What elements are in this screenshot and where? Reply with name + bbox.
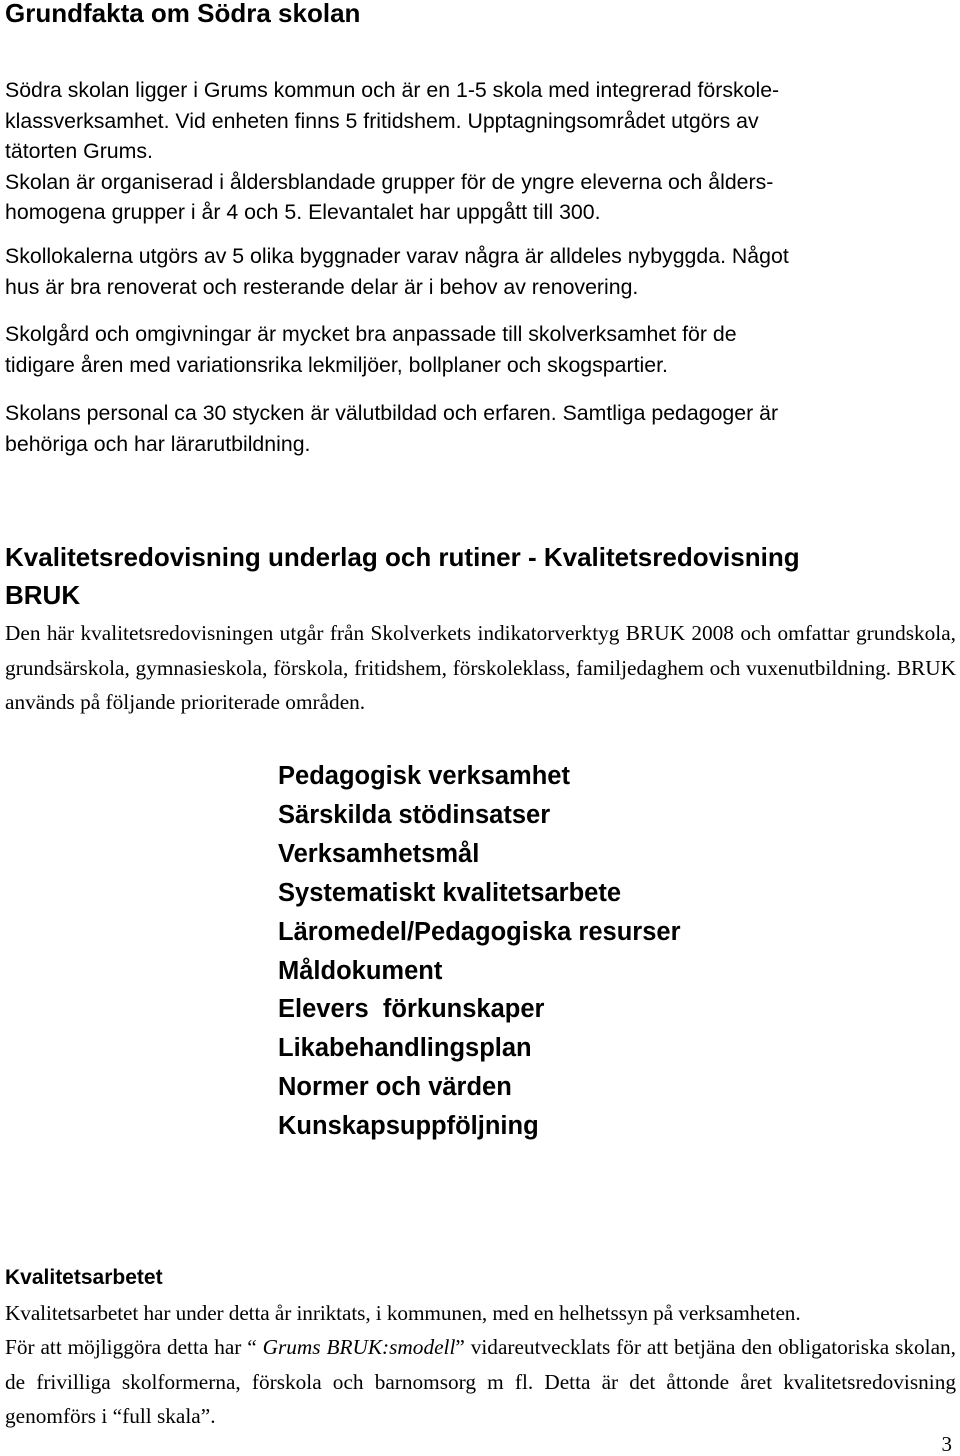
heading-line: BRUK — [5, 580, 81, 610]
heading-line: Kvalitetsredovisning underlag och rutiner - Kvalitetsredovisning — [5, 542, 800, 572]
priority-areas-list — [278, 757, 681, 1146]
list-item: Normer och värden — [278, 1073, 512, 1102]
paragraph-schoolyard — [5, 319, 737, 380]
list-item: Verksamhetsmål — [278, 839, 480, 868]
text-line: Skollokalerna utgörs av 5 olika byggnader varav några är alldeles nybyggda. Något — [5, 244, 789, 268]
paragraph-school-overview — [5, 75, 779, 228]
text-line: homogena grupper i år 4 och 5. Elevantalet har uppgått till 300. — [5, 200, 601, 224]
text-run: För att möjliggöra detta har “ — [5, 1335, 263, 1359]
text-line: Skolans personal ca 30 stycken är välutbildad och erfaren. Samtliga pedagoger är — [5, 401, 779, 425]
paragraph-bruk-intro: Den här kvalitetsredovisningen utgår från Skolverkets indikatorverktyg BRUK 2008 och omfattar grundskola, grundsärskola, gymnasieskola, förskola, fritidshem, förskoleklass, familjedaghem och vuxenutbildning. BRUK används på följande prioriterade områden. — [5, 621, 956, 714]
paragraph-quality-work-line: Kvalitetsarbetet har under detta år inriktats, i kommunen, med en helhetssyn på verksamheten. — [5, 1301, 801, 1325]
model-name: Grums BRUK:smodell — [262, 1335, 456, 1359]
list-item: Måldokument — [278, 956, 443, 985]
list-item: Läromedel/Pedagogiska resurser — [278, 917, 681, 946]
text-line: tidigare åren med variationsrika lekmiljöer, bollplaner och skogspartier. — [5, 352, 668, 377]
list-item: Kunskapsuppföljning — [278, 1112, 539, 1141]
text-line: Södra skolan ligger i Grums kommun och är en 1-5 skola med integrerad förskole- — [5, 78, 780, 102]
paragraph-bruk-model — [5, 1330, 956, 1434]
text-run: ” vidareutvecklats för att betjäna den obligatoriska skolan, de frivilliga skolformerna, förskola och barnomsorg m fl. Detta är det åttonde året kvalitetsredovisning genomförs i “full skala”. — [5, 1335, 956, 1428]
list-item: Särskilda stödinsatser — [278, 800, 551, 829]
section-heading-kvalitetsarbetet: Kvalitetsarbetet — [5, 1266, 163, 1289]
list-item: Elevers förkunskaper — [278, 995, 545, 1024]
list-item: Likabehandlingsplan — [278, 1034, 532, 1063]
text-line: behöriga och har lärarutbildning. — [5, 431, 311, 456]
page-number: 3 — [941, 1432, 952, 1456]
text-line: hus är bra renoverat och resterande delar är i behov av renovering. — [5, 274, 639, 299]
paragraph-staff — [5, 398, 778, 459]
paragraph-premises — [5, 241, 789, 302]
list-item: Systematiskt kvalitetsarbete — [278, 878, 622, 907]
text-line: Skolan är organiserad i åldersblandade grupper för de yngre eleverna och ålders- — [5, 169, 774, 194]
section-heading-grundfakta: Grundfakta om Södra skolan — [5, 0, 361, 28]
text-line: tätorten Grums. — [5, 139, 153, 163]
text-line: Skolgård och omgivningar är mycket bra anpassade till skolverksamhet för de — [5, 322, 737, 346]
list-item: Pedagogisk verksamhet — [278, 762, 570, 790]
section-heading-kvalitetsredovisning — [5, 538, 800, 614]
text-line: klassverksamhet. Vid enheten finns 5 fritidshem. Upptagningsområdet utgörs av — [5, 108, 759, 133]
